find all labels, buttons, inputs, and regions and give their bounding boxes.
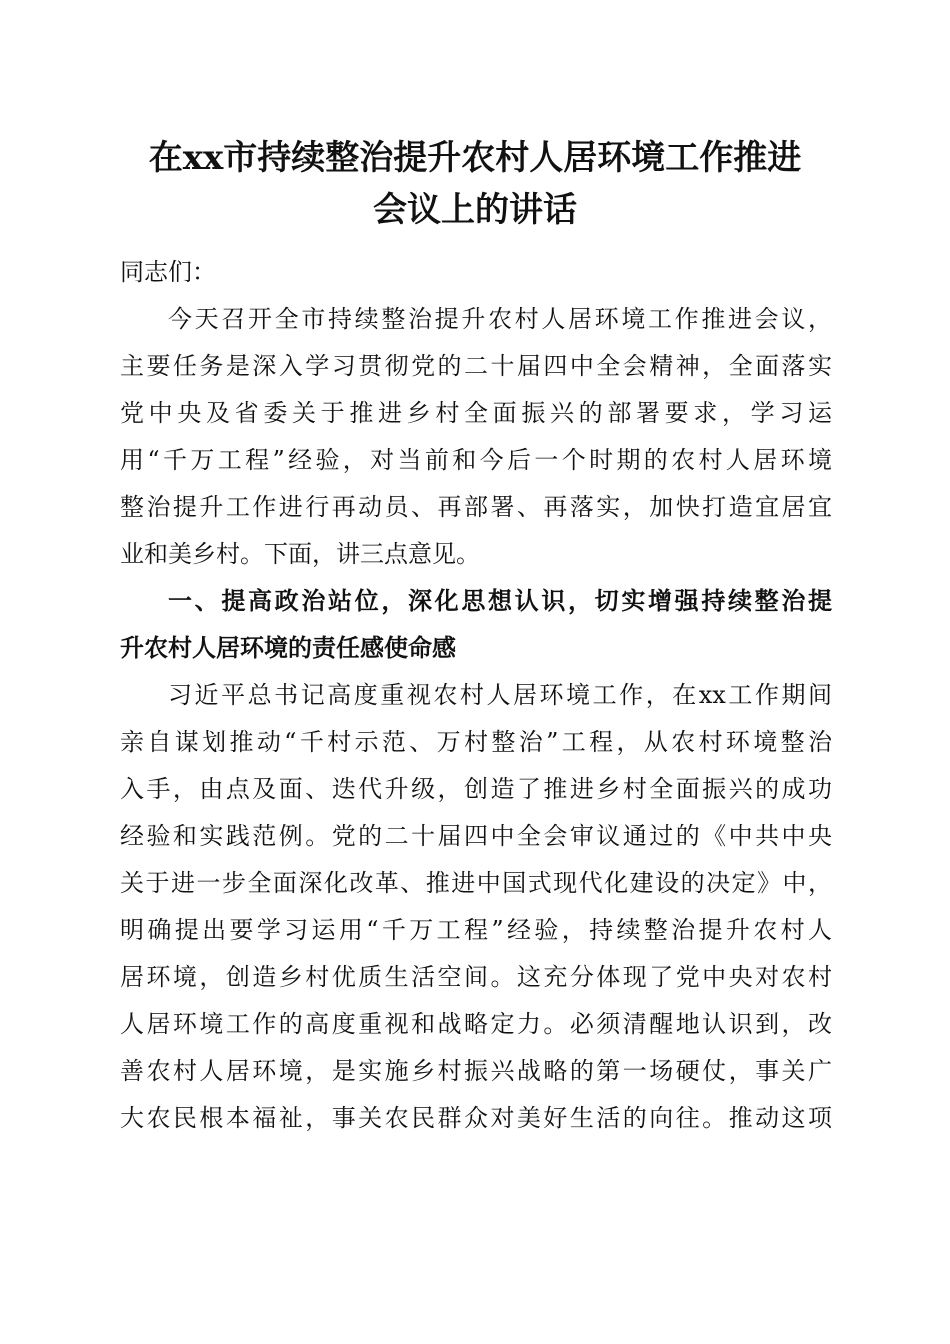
section-heading-1 <box>120 578 832 672</box>
paragraph-line: 人居环境工作的高度重视和战略定力。必须清醒地认识到，改 <box>120 1010 832 1038</box>
title-line-2: 会议上的讲话 <box>373 190 577 230</box>
heading-line: 一、提高政治站位，深化思想认识，切实增强持续整治提 <box>168 587 832 615</box>
paragraph-line: 主要任务是深入学习贯彻党的二十届四中全会精神，全面落实 <box>120 352 832 380</box>
document-title <box>100 132 850 236</box>
paragraph-line: 今天召开全市持续整治提升农村人居环境工作推进会议， <box>168 305 832 333</box>
paragraph-line: 明确提出要学习运用“千万工程”经验，持续整治提升农村人 <box>120 916 832 944</box>
paragraph-line: 党中央及省委关于推进乡村全面振兴的部署要求，学习运 <box>120 399 832 427</box>
paragraph-line: 业和美乡村。下面，讲三点意见。 <box>120 540 480 568</box>
paragraph-2 <box>120 672 832 1142</box>
paragraph-line: 整治提升工作进行再动员、再部署、再落实，加快打造宜居宜 <box>120 493 832 521</box>
paragraph-1 <box>120 296 832 578</box>
paragraph-line: 关于进一步全面深化改革、推进中国式现代化建设的决定》中， <box>120 869 832 897</box>
heading-line: 升农村人居环境的责任感使命感 <box>120 634 456 662</box>
paragraph-line: 亲自谋划推动“千村示范、万村整治”工程，从农村环境整治 <box>120 728 832 756</box>
paragraph-line: 经验和实践范例。党的二十届四中全会审议通过的《中共中央 <box>120 822 832 850</box>
document-body <box>120 249 832 1142</box>
paragraph-line: 善农村人居环境，是实施乡村振兴战略的第一场硬仗，事关广 <box>120 1057 832 1085</box>
paragraph-line: 习近平总书记高度重视农村人居环境工作，在xx工作期间 <box>168 681 832 709</box>
paragraph-line: 居环境，创造乡村优质生活空间。这充分体现了党中央对农村 <box>120 963 832 991</box>
paragraph-line: 大农民根本福祉，事关农民群众对美好生活的向往。推动这项 <box>120 1104 832 1132</box>
paragraph-line: 用“千万工程”经验，对当前和今后一个时期的农村人居环境 <box>120 446 832 474</box>
salutation: 同志们： <box>120 258 216 286</box>
title-line-1: 在xx市持续整治提升农村人居环境工作推进 <box>148 138 802 178</box>
paragraph-line: 入手，由点及面、迭代升级，创造了推进乡村全面振兴的成功 <box>120 775 832 803</box>
